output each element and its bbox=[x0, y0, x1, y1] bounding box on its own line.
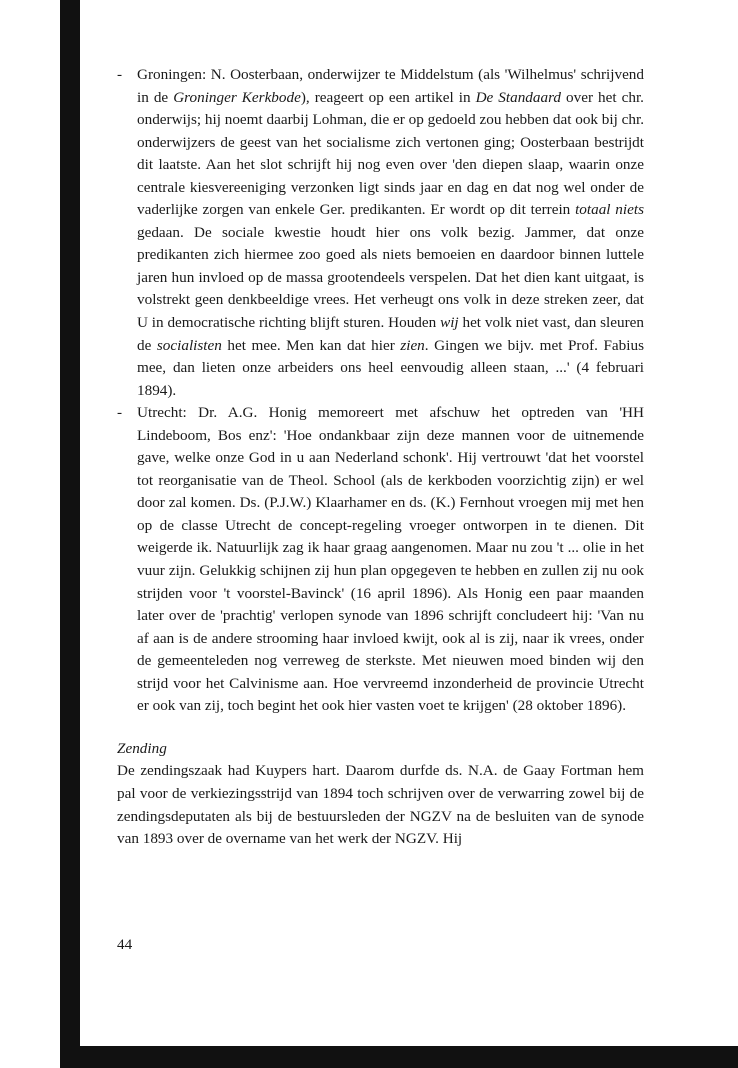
list-bullet: - bbox=[117, 66, 123, 83]
list-bullet: - bbox=[117, 404, 123, 422]
italic-text: De Standaard bbox=[475, 88, 562, 106]
text-run: het volk niet vast, dan sleuren de bbox=[137, 314, 644, 354]
text-run: Groningen: N. Oosterbaan, onderwijzer te Middelstum (als 'Wilhelmus' schrijvend in de bbox=[137, 66, 644, 106]
text-run: Utrecht: Dr. A.G. Honig memoreert met afschuw het optreden van 'HH Lindeboom, Bos enz': 'Hoe ondankbaar zijn deze mannen voor de uitnemende gave, welke onze God in u aan Nederland schonk'. Hij vertrouwt 'dat het voorstel tot reorganisatie van de Theol. School (als de kerkboden voorzichtig zijn) er wel door zal komen. Ds. (P.J.W.) Klaarhamer en ds. (K.) Fernhout vroegen mij met hen op de classe Utrecht de concept-regeling vroeger ontworpen in te dienen. Dit weigerde ik. Natuurlijk zag ik haar graag aangenomen. Maar nu zou 't ... olie in het vuur zijn. Gelukkig schijnen zij hun plan opgegeven te hebben en zullen zij nu ook strijden voor 't voorstel-Bavinck' (16 april 1896). Als Honig een paar maanden later over de 'prachtig' verlopen synode van 1896 schrijft concludeert hij: 'Van nu af aan is de andere strooming haar invloed kwijt, ook al is zij, naar ik vrees, onder de gemeenteleden nog verreweg de sterkste. Met nieuwen moed binden wij den strijd voor het Calvinisme aan. Hoe vervreemd inzonderheid de provincie Utrecht er ook van zij, toch begint het ook hier vasten voet te krijgen' (28 oktober 1896). bbox=[137, 404, 644, 715]
item-paragraph bbox=[137, 64, 644, 402]
page-text bbox=[117, 64, 644, 851]
italic-text: Groninger Kerkbode bbox=[173, 88, 301, 106]
italic-text: socialisten bbox=[156, 336, 222, 354]
page-number: 44 bbox=[117, 936, 133, 953]
section-paragraph: De zendingszaak had Kuypers hart. Daarom durfde ds. N.A. de Gaay Fortman hem pal voor de verkiezingsstrijd van 1894 toch schrijven over de verwarring zowel bij de zendingsdeputaten als bij de bestuursleden der NGZV na de besluiten van de synode van 1893 over de overname van het werk der NGZV. Hij bbox=[117, 762, 644, 848]
list-item bbox=[117, 402, 644, 718]
scan-left-edge bbox=[60, 0, 80, 1068]
text-run: . Gingen we bijv. met Prof. Fabius mee, dan lieten onze arbeiders ons heel eenvoudig alleen staan, ...' (4 februari 1894). bbox=[137, 336, 644, 399]
italic-text: zien bbox=[400, 336, 425, 354]
item-paragraph bbox=[137, 402, 644, 718]
section-heading: Zending bbox=[117, 739, 167, 757]
text-run: gedaan. De sociale kwestie houdt hier ons volk bezig. Jammer, dat onze predikanten zich hiermee zoo goed als niets bemoeien en daardoor binnen luttele jaren hun invloed op de massa grootendeels verspelen. Dat het dien kant uitgaat, is volstrekt geen denkbeeldige vrees. Het verheugt ons volk in deze streken zeer, dat U in democratische richting blijft sturen. Houden bbox=[137, 223, 644, 332]
italic-text: totaal niets bbox=[575, 201, 644, 219]
text-run: ), reageert op een artikel in bbox=[300, 88, 476, 106]
text-run: het mee. Men kan dat hier bbox=[221, 336, 401, 354]
text-run: over het chr. onderwijs; hij noemt daarbij Lohman, die er op gedoeld zou hebben dat ook bij chr. onderwijzers de geest van het socialisme zich vertonen ging; Oosterbaan bestrijdt dit laatste. Aan het slot schrijft hij nog even over 'den diepen slaap, waarin onze centrale kiesvereeniging verzonken ligt sinds jaar en dag en dat nog wel onder de vaderlijke zorgen van enkele Ger. predikanten. Er wordt op dit terrein bbox=[137, 88, 644, 219]
italic-text: wij bbox=[440, 314, 459, 332]
list-item bbox=[117, 64, 644, 402]
scan-bottom-edge bbox=[60, 1046, 738, 1068]
